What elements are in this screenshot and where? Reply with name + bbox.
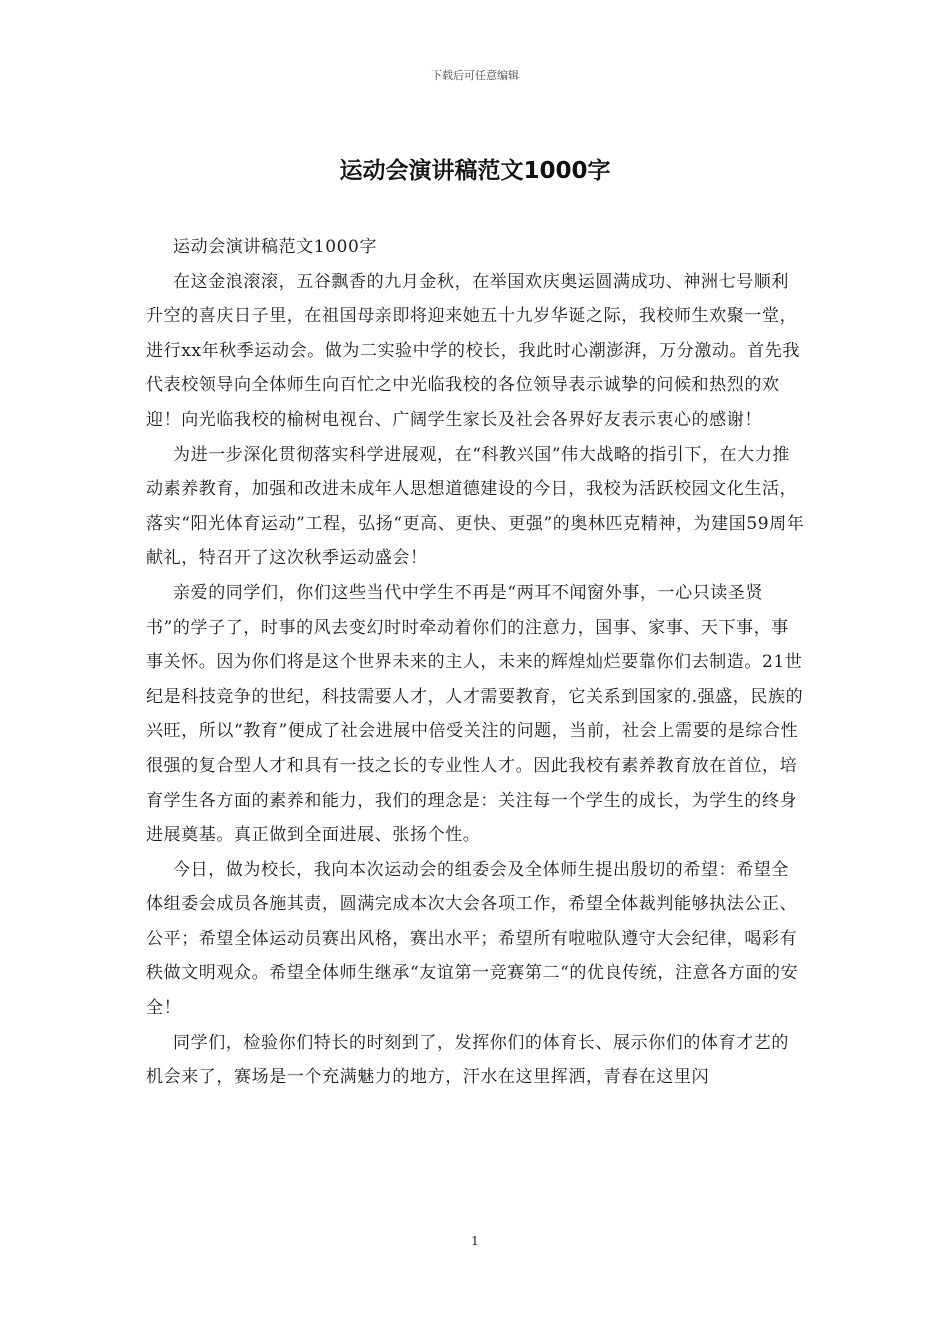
document-title: 运动会演讲稿范文1000字 (339, 158, 611, 184)
paragraph: 亲爱的同学们，你们这些当代中学生不再是“两耳不闻窗外事，一心只读圣贤书”的学子了，时事的风去变幻时时牵动着你们的注意力，国事、家事、天下事，事事关怀。因为你们将是这个世界未来的主人，未来的辉煌灿烂要靠你们去制造。21世纪是科技竞争的世纪，科技需要人才，人才需要教育，它关系到国家的.强盛，民族的兴旺，所以“教育”便成了社会进展中倍受关注的问题，当前，社会上需要的是综合性很强的复合型人才和具有一技之长的专业性人才。因此我校有素养教育放在首位，培育学生各方面的素养和能力，我们的理念是：关注每一个学生的成长，为学生的终身进展奠基。真正做到全面进展、张扬个性。 (146, 582, 804, 846)
paragraph: 同学们，检验你们特长的时刻到了，发挥你们的体育长、展示你们的体育才艺的机会来了，赛场是一个充满魅力的地方，汗水在这里挥洒，青春在这里闪 (146, 1032, 789, 1088)
document-subtitle: 运动会演讲稿范文1000字 (173, 237, 378, 257)
document-body (146, 230, 806, 1095)
header-note: 下载后可任意编辑 (431, 69, 519, 82)
paragraph: 今日，做为校长，我向本次运动会的组委会及全体师生提出殷切的希望：希望全体组委会成员各施其责，圆满完成本次大会各项工作，希望全体裁判能够执法公正、公平；希望全体运动员赛出风格，赛出水平；希望所有啦啦队遵守大会纪律，喝彩有秩做文明观众。希望全体师生继承“友谊第一竞赛第二“的优良传统，注意各方面的安全！ (146, 859, 799, 1019)
paragraph: 为进一步深化贯彻落实科学进展观，在“科教兴国”伟大战略的指引下，在大力推动素养教育，加强和改进未成年人思想道德建设的今日，我校为活跃校园文化生活，落实“阳光体育运动”工程，弘扬“更高、更快、更强”的奥林匹克精神，为建国59周年献礼，特召开了这次秋季运动盛会！ (146, 444, 805, 569)
paragraph: 在这金浪滚滚，五谷飘香的九月金秋，在举国欢庆奥运圆满成功、神洲七号顺利升空的喜庆日子里，在祖国母亲即将迎来她五十九岁华诞之际，我校师生欢聚一堂，进行xx年秋季运动会。做为二实验中学的校长，我此时心潮澎湃，万分激动。首先我代表校领导向全体师生向百忙之中光临我校的各位领导表示诚挚的问候和热烈的欢迎！向光临我校的榆树电视台、广阔学生家长及社会各界好友表示衷心的感谢！ (146, 271, 800, 430)
page-number: 1 (471, 1234, 479, 1248)
